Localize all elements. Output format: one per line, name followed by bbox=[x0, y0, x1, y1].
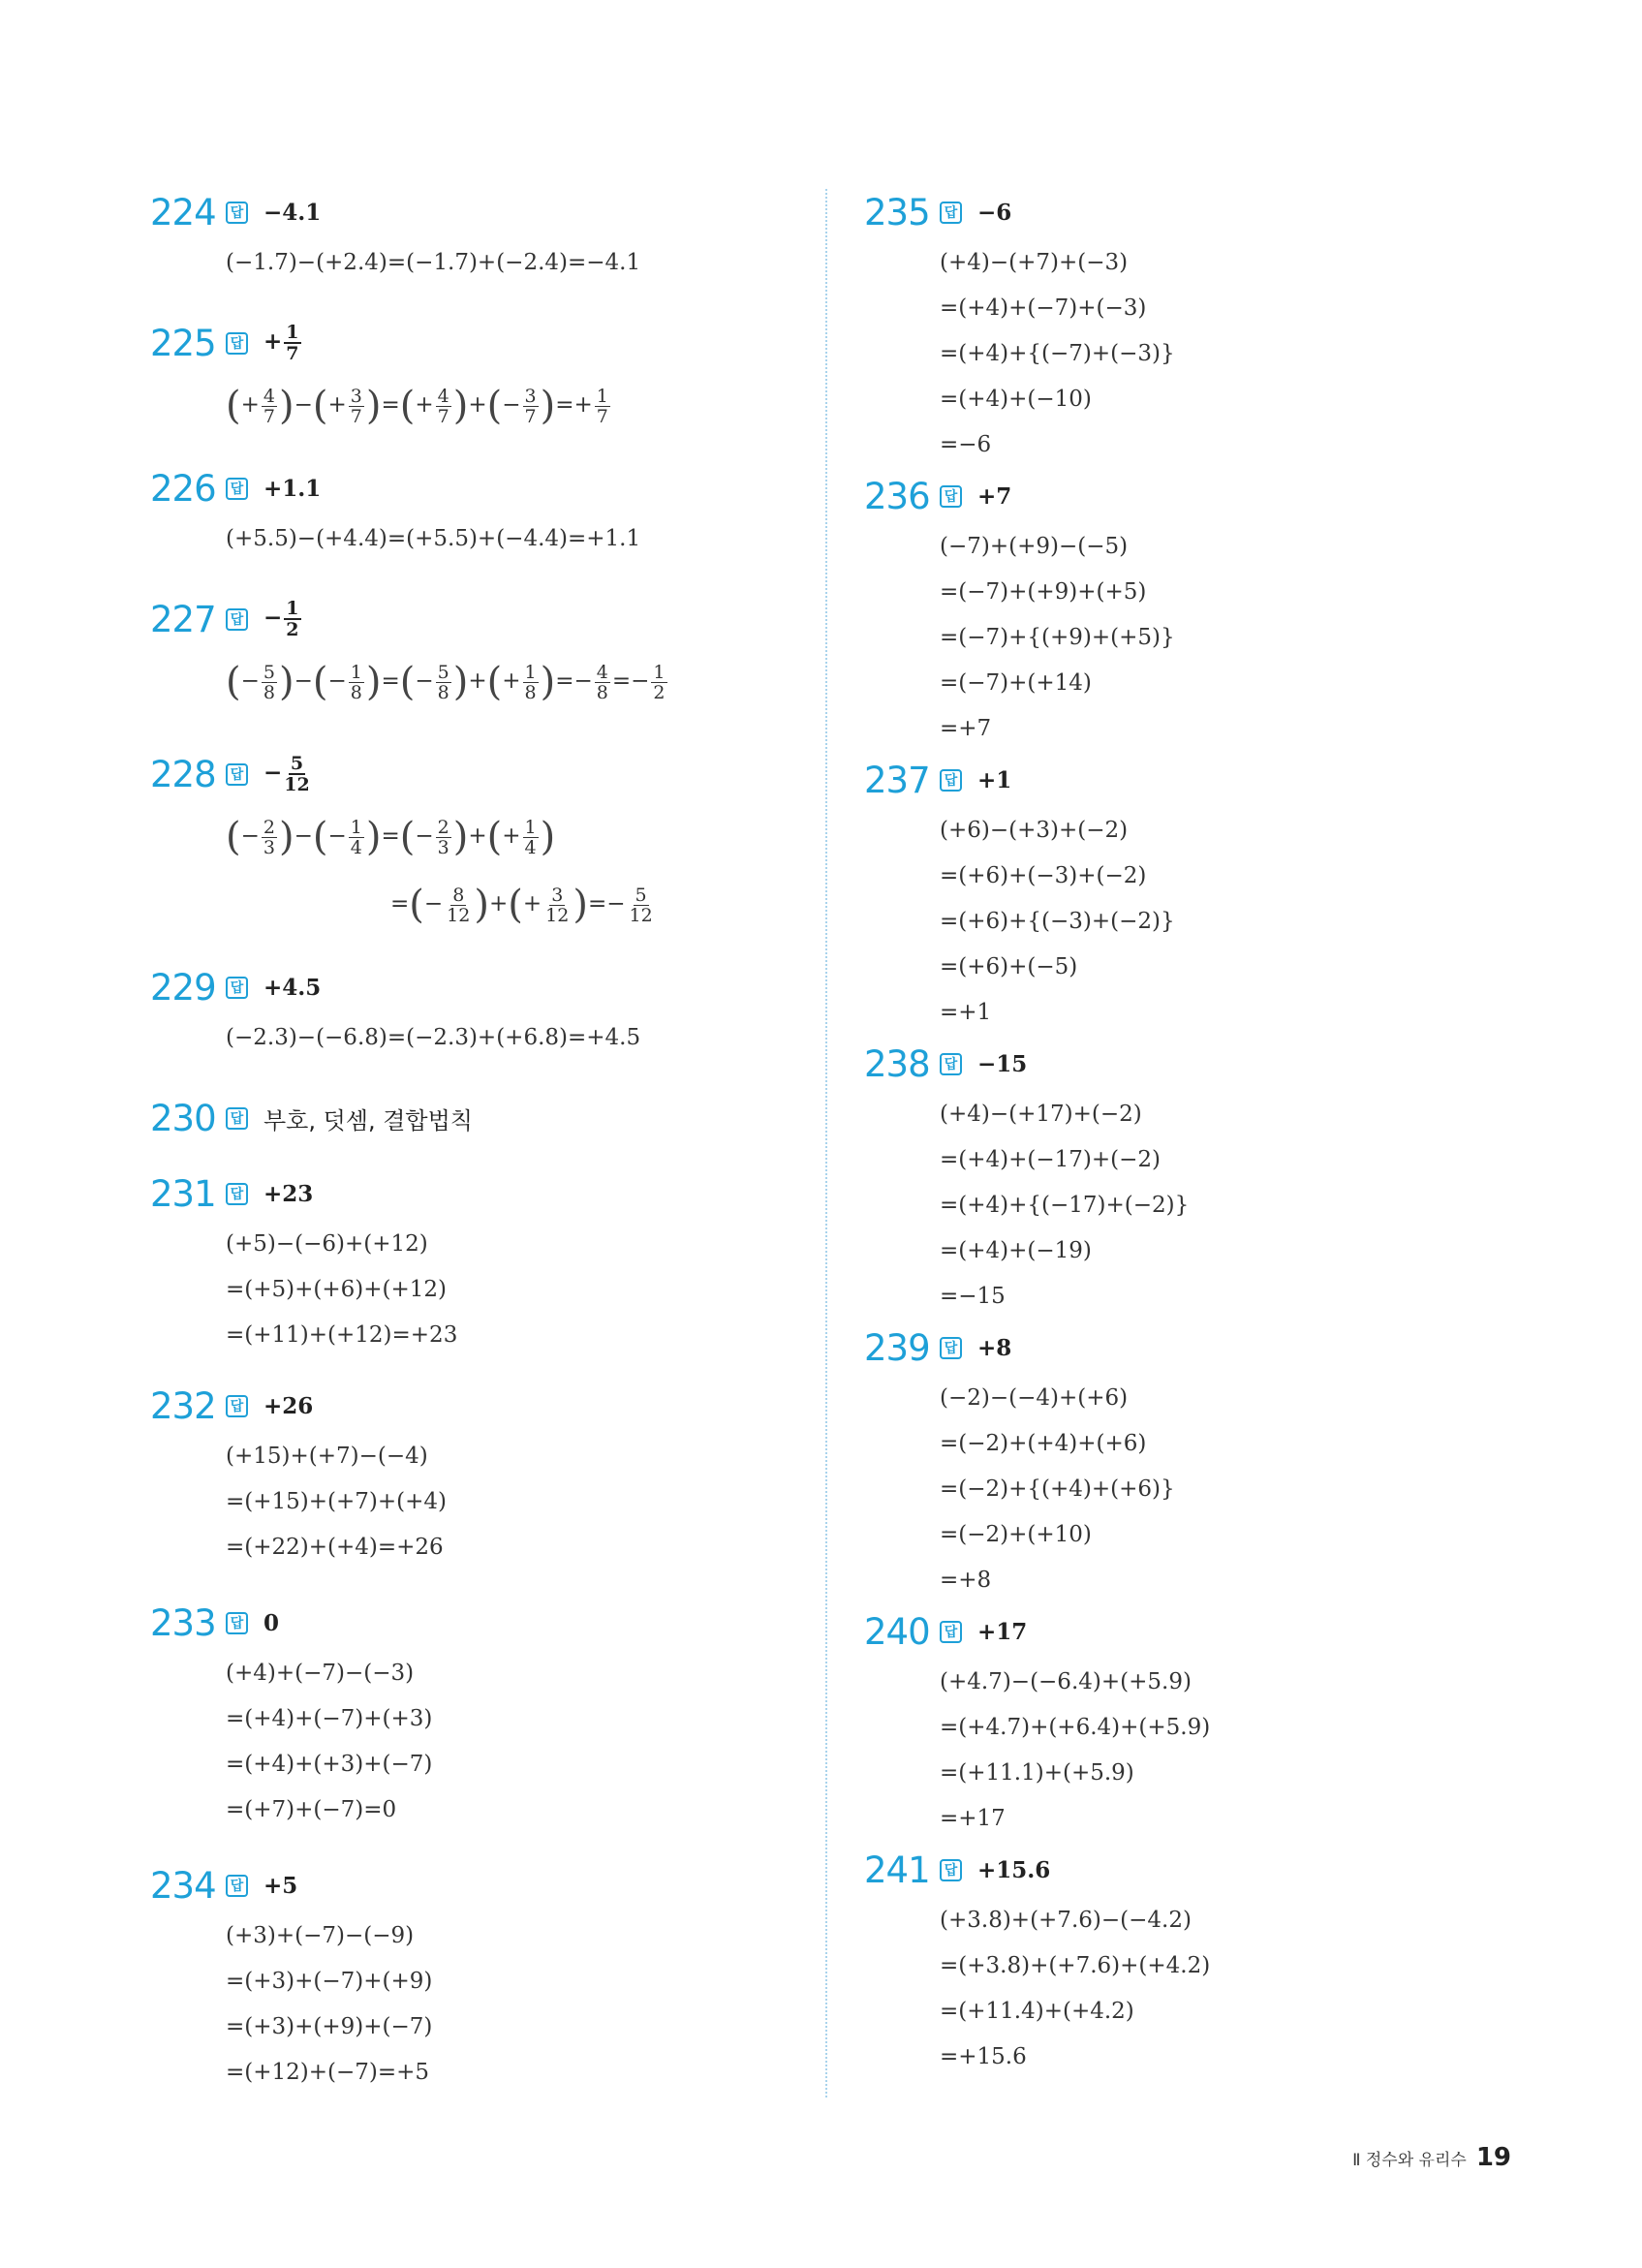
solution-line: =(+6)+(−5) bbox=[940, 954, 1078, 979]
answer: +1.1 bbox=[263, 475, 322, 502]
page-number: 19 bbox=[1475, 2143, 1511, 2172]
answer: +17 bbox=[977, 1618, 1028, 1645]
answer: 부호, 덧셈, 결합법칙 bbox=[263, 1106, 473, 1134]
solution-line: =(+6)+{(−3)+(−2)} bbox=[940, 909, 1175, 934]
column-divider bbox=[825, 189, 827, 2097]
problem-number: 230 bbox=[150, 1097, 216, 1139]
solution-line: (+5.5)−(+4.4)=(+5.5)+(−4.4)=+1.1 bbox=[226, 526, 641, 551]
solution-line: (−1.7)−(+2.4)=(−1.7)+(−2.4)=−4.1 bbox=[226, 250, 641, 275]
answer: −6 bbox=[977, 199, 1012, 226]
answer: −15 bbox=[977, 1050, 1028, 1077]
problem-227 bbox=[150, 591, 790, 715]
solution-line: (+ $\frac{4}{7}$ )−(+ $\frac{3}{7}$ )=(+ $\frac{4}{7}$ )+(− $\frac{3}{7}$ )=+ $\frac{1}{7}$ bbox=[226, 384, 608, 428]
answer: +1 bbox=[977, 766, 1012, 793]
solution-line: =(+12)+(−7)=+5 bbox=[226, 2060, 430, 2085]
answer-tag-icon: 답 bbox=[226, 1183, 248, 1205]
problem-number: 224 bbox=[150, 191, 216, 233]
problem-number: 226 bbox=[150, 467, 216, 510]
problem-number: 241 bbox=[864, 1849, 930, 1891]
problem-number: 227 bbox=[150, 598, 216, 640]
answer-tag-icon: 답 bbox=[940, 1859, 962, 1881]
answer-tag-icon: 답 bbox=[226, 478, 248, 500]
problem-226 bbox=[150, 460, 790, 562]
problem-number: 229 bbox=[150, 966, 216, 1009]
page-footer bbox=[1352, 2143, 1511, 2172]
solution-line: =(+4)+{(−17)+(−2)} bbox=[940, 1193, 1190, 1218]
solution-line: (+4.7)−(−6.4)+(+5.9) bbox=[940, 1669, 1192, 1694]
solution-line: =(+15)+(+7)+(+4) bbox=[226, 1489, 448, 1514]
problem-number: 228 bbox=[150, 753, 216, 795]
problem-225 bbox=[150, 315, 790, 439]
answer: +8 bbox=[977, 1334, 1012, 1361]
solution-line: =(−7)+{(+9)+(+5)} bbox=[940, 625, 1175, 650]
solution-line: (+3.8)+(+7.6)−(−4.2) bbox=[940, 1908, 1192, 1933]
problem-240 bbox=[864, 1603, 1503, 1842]
answer: 0 bbox=[263, 1609, 280, 1636]
solution-line: =(+4)+(+3)+(−7) bbox=[226, 1752, 433, 1777]
section-title: Ⅱ 정수와 유리수 bbox=[1352, 2150, 1467, 2170]
answer-tag-icon: 답 bbox=[940, 769, 962, 792]
answer: + $\frac{1}{7}$ bbox=[263, 322, 299, 364]
answer-tag-icon: 답 bbox=[226, 1875, 248, 1897]
answer: +15.6 bbox=[977, 1856, 1051, 1883]
problem-number: 236 bbox=[864, 475, 930, 517]
answer: +23 bbox=[263, 1180, 314, 1207]
solution-line: =+8 bbox=[940, 1568, 992, 1593]
problem-number: 234 bbox=[150, 1864, 216, 1907]
answer-tag-icon: 답 bbox=[226, 1107, 248, 1130]
solution-line: =+17 bbox=[940, 1806, 1006, 1831]
problem-number: 225 bbox=[150, 322, 216, 364]
solution-line: =(+4)+(−19) bbox=[940, 1238, 1092, 1263]
answer: +26 bbox=[263, 1392, 314, 1419]
problem-number: 238 bbox=[864, 1042, 930, 1085]
solution-line: =(+4)+(−7)+(+3) bbox=[226, 1706, 433, 1731]
solution-line: =(−2)+(+10) bbox=[940, 1522, 1092, 1547]
problem-239 bbox=[864, 1320, 1503, 1603]
problem-235 bbox=[864, 184, 1503, 468]
solution-line: =(−7)+(+14) bbox=[940, 670, 1092, 696]
solution-line: =(+4)+(−17)+(−2) bbox=[940, 1147, 1162, 1172]
solution-line: =(+4.7)+(+6.4)+(+5.9) bbox=[940, 1715, 1211, 1740]
solution-line: =(+11.4)+(+4.2) bbox=[940, 1999, 1134, 2024]
solution-line: (− $\frac{5}{8}$ )−(− $\frac{1}{8}$ )=(− $\frac{5}{8}$ )+(+ $\frac{1}{8}$ )=− $\frac{4}{8}$ =− $\frac{1}{2}$ bbox=[226, 660, 666, 704]
answer-tag-icon: 답 bbox=[940, 1337, 962, 1359]
solution-line: =(+7)+(−7)=0 bbox=[226, 1797, 397, 1822]
solution-line: (+4)−(+17)+(−2) bbox=[940, 1102, 1142, 1127]
problem-number: 237 bbox=[864, 759, 930, 801]
solution-line: =(+4)+{(−7)+(−3)} bbox=[940, 341, 1175, 366]
solution-line: =+15.6 bbox=[940, 2044, 1027, 2069]
problem-230 bbox=[150, 1090, 790, 1146]
solution-line: (−2.3)−(−6.8)=(−2.3)+(+6.8)=+4.5 bbox=[226, 1025, 641, 1050]
answer-tag-icon: 답 bbox=[226, 763, 248, 786]
problem-228 bbox=[150, 746, 790, 938]
solution-line: =(+3.8)+(+7.6)+(+4.2) bbox=[940, 1953, 1211, 1978]
solution-line: =(−2)+(+4)+(+6) bbox=[940, 1431, 1147, 1456]
solution-line: (−7)+(+9)−(−5) bbox=[940, 534, 1129, 559]
problem-number: 232 bbox=[150, 1384, 216, 1427]
problem-number: 231 bbox=[150, 1172, 216, 1215]
problem-241 bbox=[864, 1842, 1503, 2080]
solution-line: =+1 bbox=[940, 1000, 992, 1025]
answer-tag-icon: 답 bbox=[226, 1395, 248, 1417]
answer-tag-icon: 답 bbox=[226, 202, 248, 224]
solution-line: =(− $\frac{8}{12}$ )+(+ $\frac{3}{12}$ )=− $\frac{5}{12}$ bbox=[390, 883, 653, 927]
solution-line: (− $\frac{2}{3}$ )−(− $\frac{1}{4}$ )=(− $\frac{2}{3}$ )+(+ $\frac{1}{4}$ ) bbox=[226, 815, 556, 859]
problem-number: 240 bbox=[864, 1610, 930, 1653]
answer-tag-icon: 답 bbox=[940, 485, 962, 508]
solution-line: =(−2)+{(+4)+(+6)} bbox=[940, 1476, 1175, 1502]
solution-line: =(+11.1)+(+5.9) bbox=[940, 1760, 1134, 1786]
solution-line: =(+4)+(−7)+(−3) bbox=[940, 295, 1147, 321]
left-column bbox=[150, 184, 790, 2096]
problem-234 bbox=[150, 1857, 790, 2096]
answer-tag-icon: 답 bbox=[940, 202, 962, 224]
solution-line: =(+22)+(+4)=+26 bbox=[226, 1535, 444, 1560]
solution-line: =(+3)+(−7)+(+9) bbox=[226, 1969, 433, 1994]
solution-line: =−6 bbox=[940, 432, 992, 457]
problem-229 bbox=[150, 959, 790, 1061]
problem-231 bbox=[150, 1165, 790, 1358]
answer-tag-icon: 답 bbox=[940, 1621, 962, 1643]
answer: +4.5 bbox=[263, 974, 322, 1001]
solution-line: =(+3)+(+9)+(−7) bbox=[226, 2014, 433, 2039]
solution-line: =(−7)+(+9)+(+5) bbox=[940, 579, 1147, 605]
right-column bbox=[864, 184, 1503, 2080]
problem-number: 239 bbox=[864, 1326, 930, 1369]
answer: − $\frac{1}{2}$ bbox=[263, 598, 299, 640]
solution-line: (+6)−(+3)+(−2) bbox=[940, 818, 1129, 843]
answer-tag-icon: 답 bbox=[226, 977, 248, 999]
solution-line: =+7 bbox=[940, 716, 992, 741]
problem-224 bbox=[150, 184, 790, 286]
problem-232 bbox=[150, 1378, 790, 1570]
problem-238 bbox=[864, 1036, 1503, 1320]
problem-236 bbox=[864, 468, 1503, 752]
solution-line: =−15 bbox=[940, 1284, 1006, 1309]
problem-237 bbox=[864, 752, 1503, 1036]
solution-line: (+3)+(−7)−(−9) bbox=[226, 1923, 415, 1948]
answer: −4.1 bbox=[263, 199, 322, 226]
solution-line: (+15)+(+7)−(−4) bbox=[226, 1444, 428, 1469]
solution-line: (+4)+(−7)−(−3) bbox=[226, 1661, 415, 1686]
solution-line: =(+4)+(−10) bbox=[940, 387, 1092, 412]
problem-number: 235 bbox=[864, 191, 930, 233]
answer-tag-icon: 답 bbox=[940, 1053, 962, 1075]
problem-number: 233 bbox=[150, 1601, 216, 1644]
answer: +5 bbox=[263, 1872, 298, 1899]
solution-line: (−2)−(−4)+(+6) bbox=[940, 1385, 1129, 1411]
answer-tag-icon: 답 bbox=[226, 608, 248, 631]
solution-line: (+4)−(+7)+(−3) bbox=[940, 250, 1129, 275]
solution-line: =(+6)+(−3)+(−2) bbox=[940, 863, 1147, 888]
problem-233 bbox=[150, 1595, 790, 1833]
answer-tag-icon: 답 bbox=[226, 1612, 248, 1634]
answer: − $\frac{5}{12}$ bbox=[263, 753, 310, 795]
solution-line: =(+5)+(+6)+(+12) bbox=[226, 1277, 448, 1302]
solution-line: =(+11)+(+12)=+23 bbox=[226, 1322, 458, 1348]
solution-line: (+5)−(−6)+(+12) bbox=[226, 1231, 428, 1257]
answer: +7 bbox=[977, 482, 1012, 510]
answer-tag-icon: 답 bbox=[226, 332, 248, 355]
